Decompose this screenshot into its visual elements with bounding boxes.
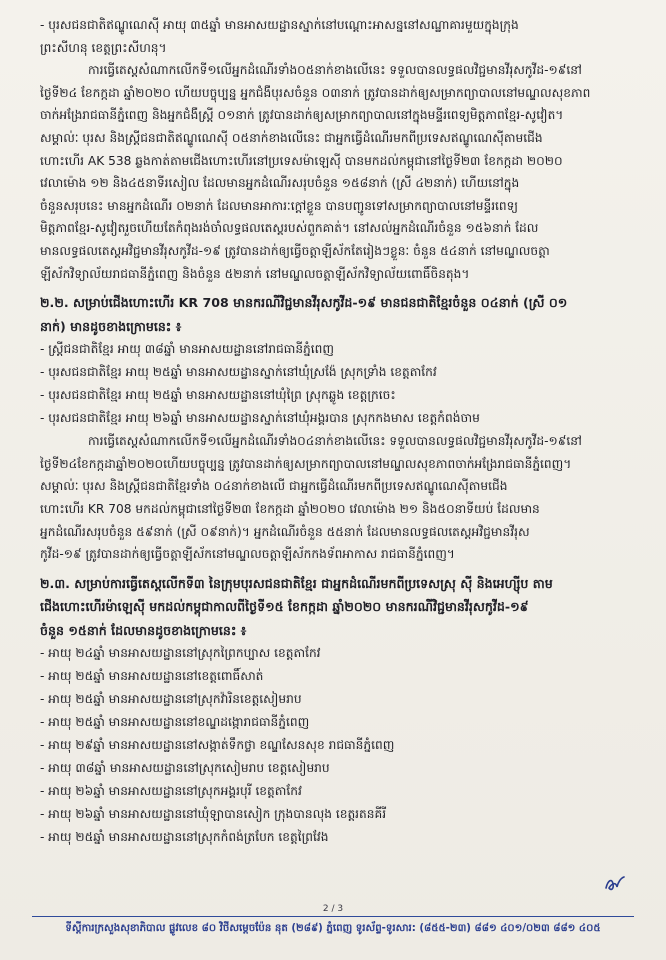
text-line: សម្គាល់ៈ បុរស និងស្ត្រីជនជាតិខ្មែរទាំង ០៤នាក់ខាងលើ ជាអ្នកធ្វើដំណើរមកពីប្រទេសឥណ្ឌូណេស៊ីតាមជើង xyxy=(40,479,508,494)
list-item: - អាយុ ២៥ឆ្នាំ មានអាសយដ្ឋាននៅខេត្តពោធិ៍សាត់ xyxy=(40,669,264,684)
section-heading-2-3 xyxy=(40,572,638,643)
list-item: - ស្ត្រីជនជាតិខ្មែរ អាយុ ៣៨ឆ្នាំ មានអាសយដ្ឋាននៅរាជធានីភ្នំពេញ xyxy=(40,342,334,357)
page-number: 2 / 3 xyxy=(322,904,344,914)
text-line: ថ្ងៃទី២៤ខែកក្កដាឆ្នាំ២០២០ហើយបច្ចុប្បន្ន ត្រូវបានដាក់ឲ្យសម្រាកព្យាបាលនៅមណ្ឌលសុខភាពចាក់អង្រែរាជធានីភ្នំពេញ។ xyxy=(40,456,572,471)
footer-address: ទីស្តីការក្រសួងសុខាភិបាល ផ្លូវលេខ ៨០ វិថីសម្តេចប៉ែន នុត (២៨៩) ភ្នំពេញ ទូរស័ព្ទ-ទូរសារ: (៨៥៥-២៣) ៨៨១ ៤០១/០២៣ ៨៨១ ៤០៥ xyxy=(65,923,601,934)
text-line: ចំនួនសរុបនេះ មានអ្នកដំណើរ ០២នាក់ ដែលមានអាការៈក្ដៅខ្លួន បានបញ្ជូនទៅសម្រាកព្យាបាលនៅមន្ទីរពេទ្យ xyxy=(40,198,519,213)
heading-line: នាក់) មានដូចខាងក្រោមនេះ ៖ xyxy=(40,318,182,334)
text-line: មិត្តភាពខ្មែរ-សូវៀតរួចហើយតែកំពុងរង់ចាំលទ្ធផលតេស្តរបស់ពួកគាត់។ នៅសល់អ្នកដំណើរចំនួន ១៥៦នាក់ ដែល xyxy=(40,221,539,236)
test-result-paragraph-2 xyxy=(40,430,638,475)
heading-line: ២.២. សម្រាប់ជើងហោះហើរ KR 708 មានករណីវិជ្ជមានវីរុសកូវីដ-១៩ មានជនជាតិខ្មែរចំនួន ០៤នាក់ (ស្រី ០១ xyxy=(40,295,568,311)
text-line: ហោះហើរ KR 708 មកដល់កម្ពុជានៅថ្ងៃទី២៣ ខែកក្កដា ឆ្នាំ២០២០ វេលាម៉ោង ២១ និង៥០នាទីយប់ ដែលមាន xyxy=(40,501,540,516)
note-paragraph-2 xyxy=(40,475,638,565)
text-line: ព្រះសីហនុ ខេត្តព្រះសីហនុ។ xyxy=(40,40,167,55)
note-paragraph-1 xyxy=(40,127,638,285)
text-line: កូវីដ-១៩ ត្រូវបានដាក់ឲ្យធ្វើចត្តាឡីស័កនៅមណ្ឌលចត្តាឡីស័កកងទ័ពអាកាស រាជធានីភ្នំពេញ។ xyxy=(40,547,455,562)
intro-paragraph xyxy=(40,14,638,59)
list-item: - អាយុ ២៦ឆ្នាំ មានអាសយដ្ឋាននៅស្រុកអង្គរបុរី ខេត្តតាកែវ xyxy=(40,784,302,799)
case-list-2-2 xyxy=(40,338,638,430)
text-line: វេលាម៉ោង ១២ និង៤៥នាទីរសៀល ដែលមានអ្នកដំណើរសរុបចំនួន ១៥៨នាក់ (ស្រី ៤២នាក់) ហើយនៅក្នុង xyxy=(40,176,520,191)
text-line: អ្នកដំណើរសរុបចំនួន ៥៩នាក់ (ស្រី ០៩នាក់)។ អ្នកដំណើរចំនួន ៥៥នាក់ ដែលមានលទ្ធផលតេស្តអវិជ្ជមានវីរុស xyxy=(40,524,530,539)
test-result-paragraph-1 xyxy=(40,59,638,127)
text-line: ការធ្វើតេស្តសំណាកលើកទី១លើអ្នកដំណើរទាំង០៤នាក់ខាងលើនេះ ទទួលបានលទ្ធផលវិជ្ជមានវីរុសកូវីដ-១៩នៅ xyxy=(88,434,582,449)
text-line: ថ្ងៃទី២៤ ខែកក្កដា ឆ្នាំ២០២០ ហើយបច្ចុប្បន្ន អ្នកជំងឺបុរសចំនួន ០៣នាក់ ត្រូវបានដាក់ឲ្យសម្រាកព្យាបាលនៅមណ្ឌលសុខភាព xyxy=(40,85,591,100)
list-item: - អាយុ ២៩ឆ្នាំ មានអាសយដ្ឋាននៅសង្កាត់ទឹកថ្លា ខណ្ឌសែនសុខ រាជធានីភ្នំពេញ xyxy=(40,738,395,753)
heading-line: ជើងហោះហើរម៉ាឡេស៊ី មកដល់កម្ពុជាកាលពីថ្ងៃទី១៥ ខែកក្កដា ឆ្នាំ២០២០ មានករណីវិជ្ជមានវីរុសកូវីដ-១៩ xyxy=(40,599,529,615)
list-item: - អាយុ ២៥ឆ្នាំ មានអាសយដ្ឋាននៅខណ្ឌដង្កោរាជធានីភ្នំពេញ xyxy=(40,715,310,730)
list-item: - អាយុ ២៥ឆ្នាំ មានអាសយដ្ឋាននៅស្រុកវ៉ារិនខេត្តសៀមរាប xyxy=(40,692,302,707)
signature-initials xyxy=(604,874,626,894)
footer-divider xyxy=(32,916,634,917)
list-item: - អាយុ ២៥ឆ្នាំ មានអាសយដ្ឋាននៅស្រុកកំពង់ត្របែក ខេត្តព្រៃវែង xyxy=(40,830,329,845)
text-line: ចាក់អង្រែរាជធានីភ្នំពេញ និងអ្នកជំងឺស្ត្រី ០១នាក់ ត្រូវបានដាក់ឲ្យសម្រាកព្យាបាលនៅក្នុងមន្ទីរពេទ្យមិត្តភាពខ្មែរ-សូវៀត។ xyxy=(40,108,564,123)
list-item: - បុរសជនជាតិខ្មែរ អាយុ ២៥ឆ្នាំ មានអាសយដ្ឋាននៅឃុំព្រៃ ស្រុកឆ្លូង ខេត្តក្រចេះ xyxy=(40,388,396,403)
text-line: សម្គាល់ៈ បុរស និងស្ត្រីជនជាតិឥណ្ឌូណេស៊ី ០៥នាក់ខាងលើនេះ ជាអ្នកធ្វើដំណើរមកពីប្រទេសឥណ្ឌូណេស៊ីតាមជើង xyxy=(40,130,543,145)
heading-line: ចំនួន ១៥នាក់ ដែលមានដូចខាងក្រោមនេះ ៖ xyxy=(40,622,247,638)
section-heading-2-2 xyxy=(40,291,638,338)
text-line: ហោះហើរ AK 538 ឆ្លងកាត់តាមជើងហោះហើរនៅប្រទេសម៉ាឡេស៊ី បានមកដល់កម្ពុជានៅថ្ងៃទី២៣ ខែកក្កដា ២០២០ xyxy=(40,153,563,168)
list-item: - អាយុ ២៦ឆ្នាំ មានអាសយដ្ឋាននៅឃុំឡាបានសៀក ក្រុងបានលុង ខេត្តរតនគីរី xyxy=(40,807,387,822)
list-item: - អាយុ ៣៨ឆ្នាំ មានអាសយដ្ឋាននៅស្រុកសៀមរាប ខេត្តសៀមរាប xyxy=(40,761,330,776)
text-line: - បុរសជនជាតិឥណ្ឌូណេស៊ី អាយុ ៣៥ឆ្នាំ មានអាសយដ្ឋានស្នាក់នៅបណ្ដោះអាសន្ននៅសណ្ឋាគារមួយក្នុងក្រុង xyxy=(40,18,519,32)
heading-line: ២.៣. សម្រាប់ការធ្វើតេស្តលើកទី៣ នៃក្រុមបុរសជនជាតិខ្មែរ ជាអ្នកដំណើរមកពីប្រទេសស្រុ ស៊ី និងអេហ្ស៊ីប តាម xyxy=(40,575,553,591)
text-line: ឡីស័កវិទ្យាល័យរាជធានីភ្នំពេញ និងចំនួន ៥២នាក់ នៅមណ្ឌលចត្តាឡីស័កវិទ្យាល័យពោធិ៍ចិនតុង។ xyxy=(40,266,470,281)
text-line: មានលទ្ធផលតេស្តអវិជ្ជមានវីរុសកូវីដ-១៩ ត្រូវបានដាក់ឲ្យធ្វើចត្តាឡីស័កតែរៀងៗខ្លួនៈ ចំនួន ៥៤នាក់ នៅមណ្ឌលចត្តា xyxy=(40,243,550,258)
list-item: - បុរសជនជាតិខ្មែរ អាយុ ២៦ឆ្នាំ មានអាសយដ្ឋានស្នាក់នៅឃុំអង្គរបាន ស្រុកកងមាស ខេត្តកំពង់ចាម xyxy=(40,411,480,426)
list-item: - បុរសជនជាតិខ្មែរ អាយុ ២៥ឆ្នាំ មានអាសយដ្ឋានស្នាក់នៅឃុំស្រង៉ែ ស្រុកទ្រាំង ខេត្តតាកែវ xyxy=(40,365,437,380)
text-line: ការធ្វើតេស្តសំណាកលើកទី១លើអ្នកដំណើរទាំង០៥នាក់ខាងលើនេះ ទទួលបានលទ្ធផលវិជ្ជមានវីរុសកូវីដ-១៩នៅ xyxy=(88,63,582,78)
case-list-2-3 xyxy=(40,642,638,849)
list-item: - អាយុ ២៤ឆ្នាំ មានអាសយដ្ឋាននៅស្រុកព្រៃកប្បាស ខេត្តតាកែវ xyxy=(40,646,321,661)
